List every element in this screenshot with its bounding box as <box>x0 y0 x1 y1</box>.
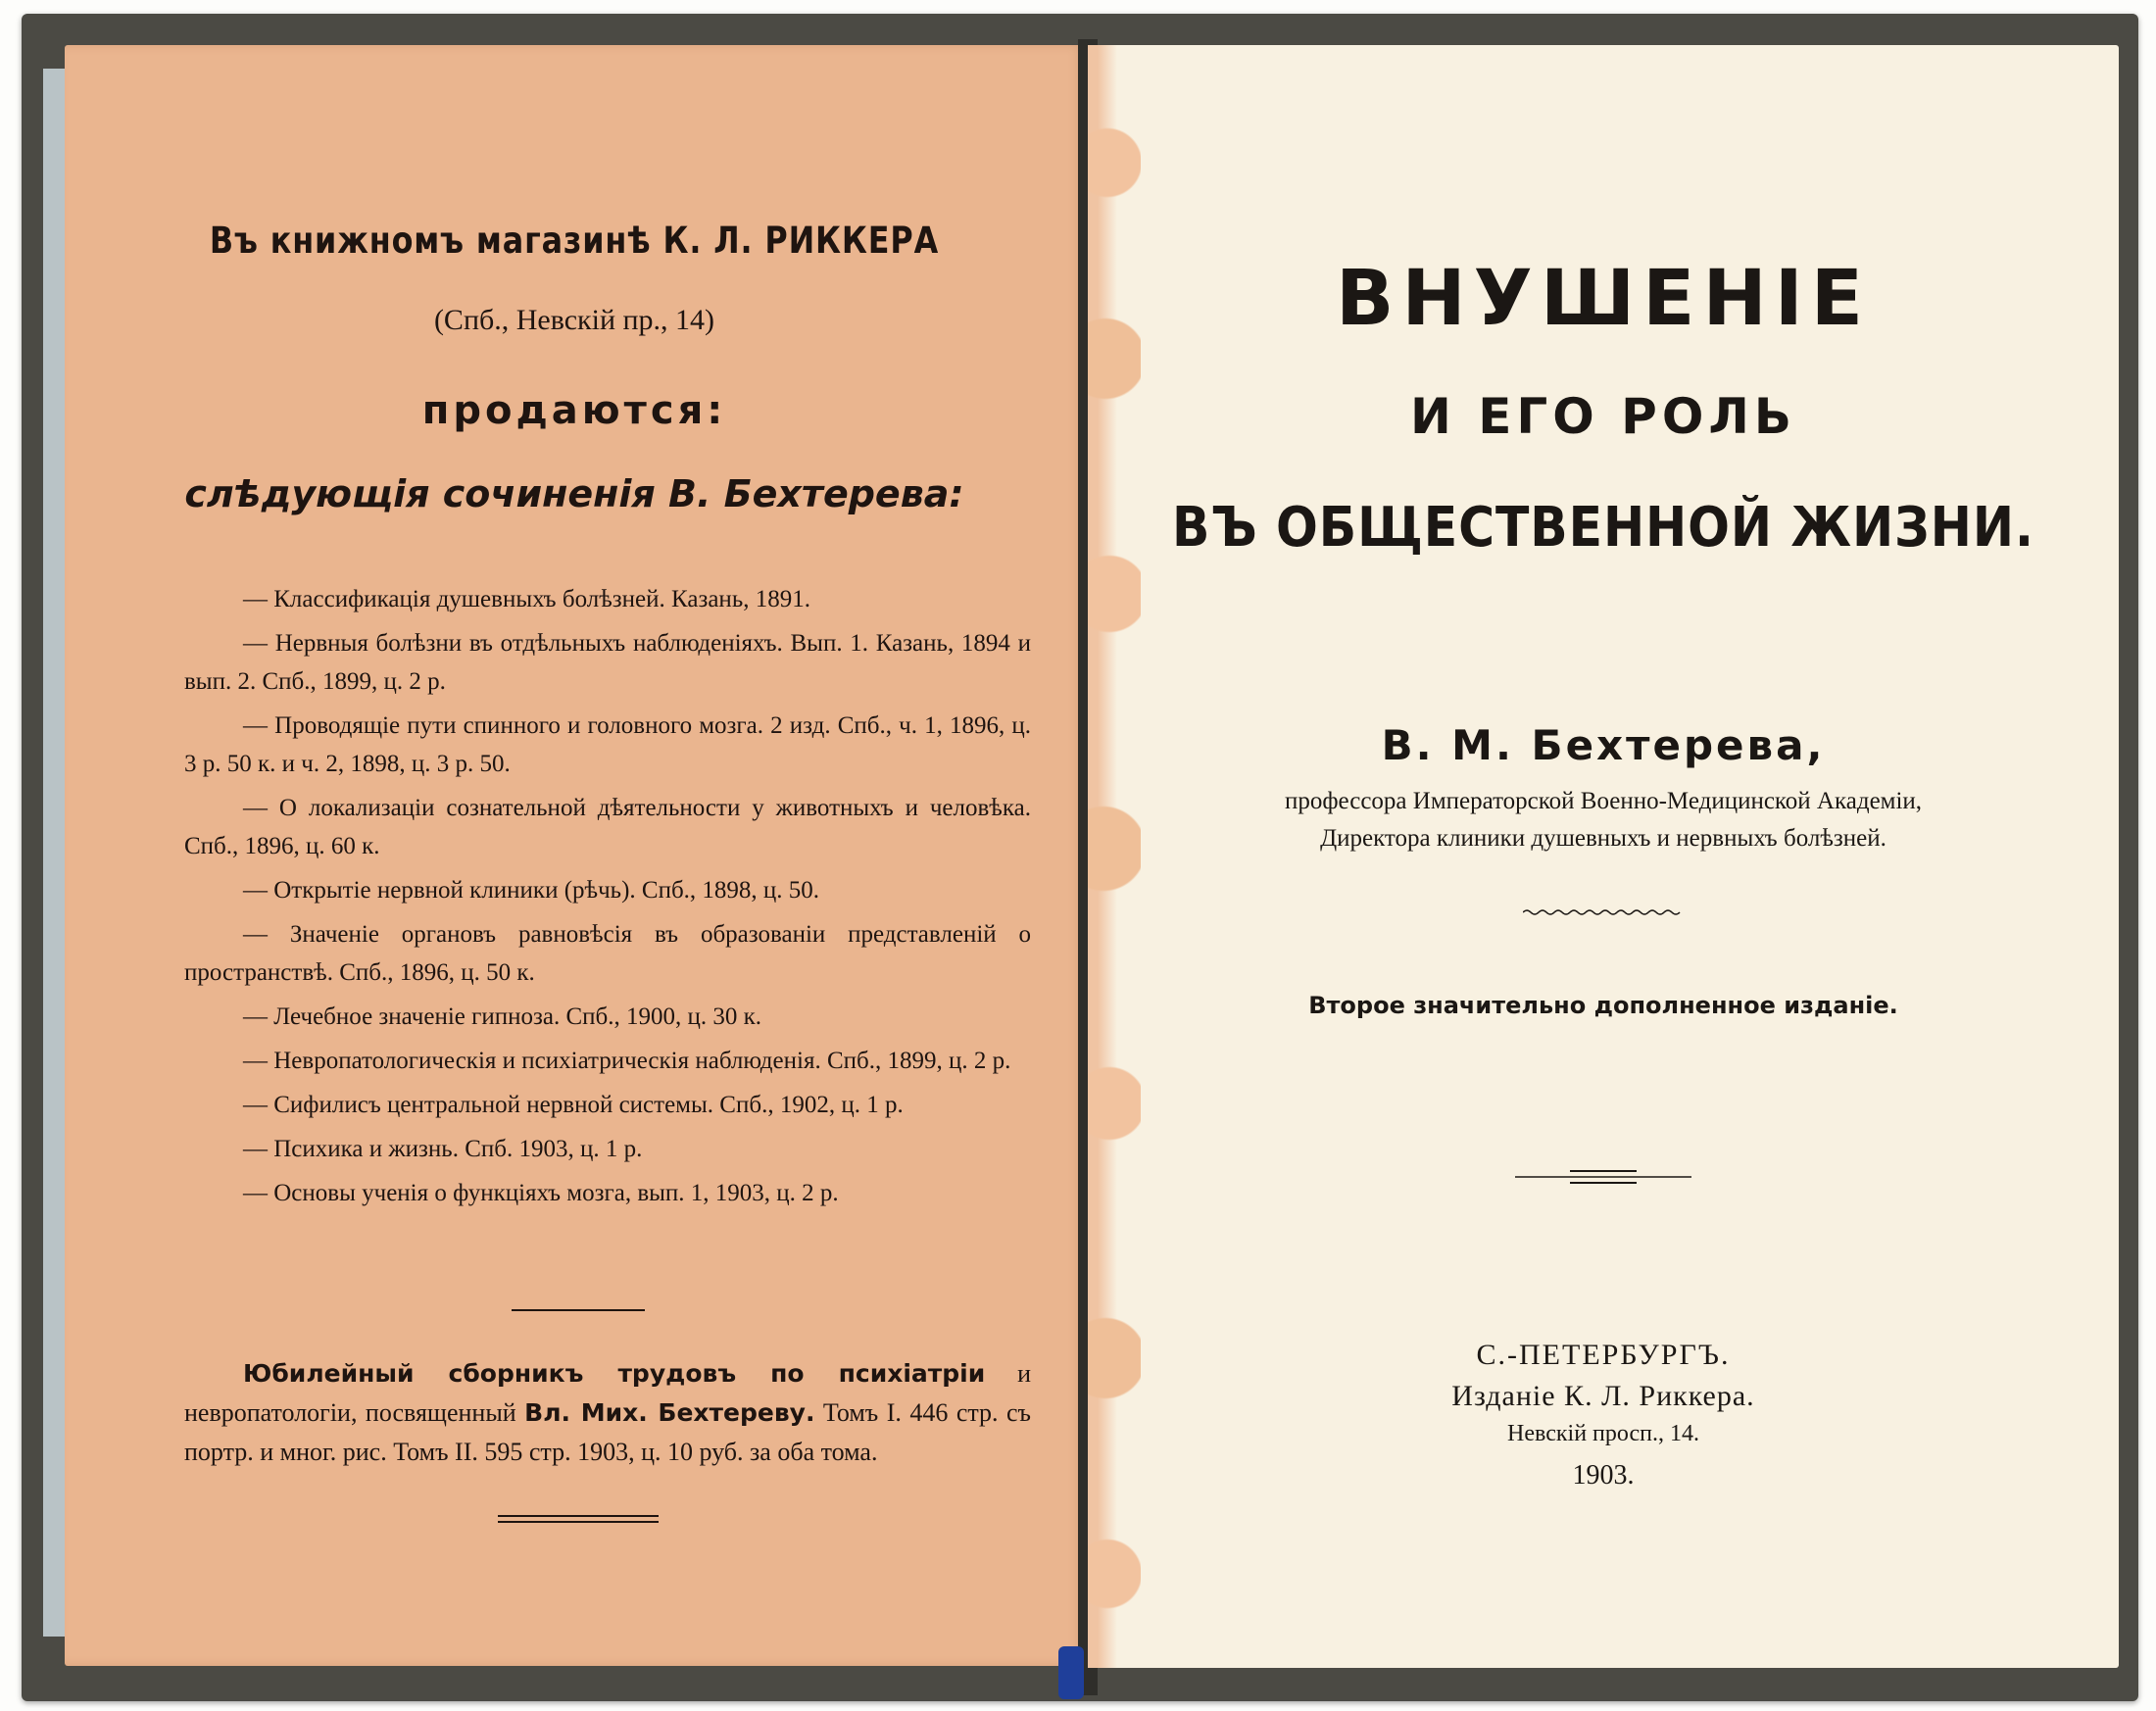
list-item: — Проводящіе пути спинного и головного мозга. 2 изд. Спб., ч. 1, 1896, ц. 3 р. 50 к. и ч. 2, 1898, ц. 3 р. 50. <box>184 712 1031 777</box>
list-item: — Лечебное значеніе гипноза. Спб., 1900, ц. 30 к. <box>243 1003 762 1030</box>
imprint-address: Невскій просп., 14. <box>1507 1421 1699 1446</box>
book-title: ВНУШЕНІЕ <box>1335 255 1872 343</box>
triple-rule-ornament <box>1515 1168 1691 1186</box>
imprint-year: 1903. <box>1572 1460 1635 1491</box>
list-item: — О локализаціи сознательной дѣятельности у животныхъ и человѣка. Спб., 1896, ц. 60 к. <box>184 795 1031 859</box>
list-item: — Невропатологическія и психіатрическія наблюденія. Спб., 1899, ц. 2 р. <box>243 1048 1011 1074</box>
list-item: — Психика и жизнь. Спб. 1903, ц. 1 р. <box>243 1136 643 1162</box>
list-item: — Основы ученія о функціяхъ мозга, вып. 1, 1903, ц. 2 р. <box>243 1180 839 1206</box>
works-heading: слѣдующія сочиненія В. Бехтерева: <box>184 472 964 515</box>
jubilee-notice <box>184 1354 1031 1472</box>
wavy-ornament <box>1523 907 1684 917</box>
shop-address: (Спб., Невскій пр., 14) <box>433 304 715 336</box>
jubilee-bold-name: Вл. Мих. Бехтереву. <box>524 1398 815 1427</box>
list-item: — Значеніе органовъ равновѣсія въ образованіи представленій о пространствѣ. Спб., 1896, ц. 50 к. <box>184 921 1031 986</box>
author-name: В. М. Бехтерева, <box>1381 721 1826 769</box>
list-item: — Сифилисъ центральной нервной системы. Спб., 1902, ц. 1 р. <box>243 1092 904 1118</box>
jubilee-text-volumes: Томъ I. 446 стр. съ портр. и мног. рис. Томъ II. 595 стр. 1903, ц. 10 руб. за оба тома. <box>184 1398 1031 1466</box>
imprint-publisher: Изданіе К. Л. Риккера. <box>1451 1380 1755 1412</box>
book-subtitle-2: ВЪ ОБЩЕСТВЕННОЙ ЖИЗНИ. <box>1172 496 2034 560</box>
left-page-text <box>65 45 1084 1666</box>
list-item: — Нервныя болѣзни въ отдѣльныхъ наблюденіяхъ. Вып. 1. Казань, 1894 и вып. 2. Спб., 1899, ц. 2 р. <box>184 630 1031 695</box>
book-subtitle-1: И ЕГО РОЛЬ <box>1410 388 1796 445</box>
author-position-1: профессора Императорской Военно-Медицинской Академіи, <box>1284 788 1923 814</box>
double-rule <box>498 1515 659 1523</box>
title-page-text <box>1088 45 2119 1668</box>
imprint-city: С.-ПЕТЕРБУРГЪ. <box>1476 1339 1731 1371</box>
jubilee-bold-title: Юбилейный сборникъ трудовъ по психіатріи <box>243 1359 986 1388</box>
sold-heading: продаются: <box>421 388 727 433</box>
author-position-2: Директора клиники душевныхъ и нервныхъ болѣзней. <box>1320 825 1886 852</box>
works-list <box>184 580 1031 1218</box>
divider-rule <box>512 1309 645 1311</box>
edition-note: Второе значительно дополненное изданіе. <box>1308 992 1898 1019</box>
list-item: — Классификація душевныхъ болѣзней. Казань, 1891. <box>243 586 810 612</box>
jubilee-text: и невропатологіи, посвященный <box>184 1359 1032 1427</box>
shop-heading: Въ книжномъ магазинѣ К. Л. РИККЕРА <box>209 220 940 262</box>
list-item: — Открытіе нервной клиники (рѣчь). Спб., 1898, ц. 50. <box>243 877 820 904</box>
